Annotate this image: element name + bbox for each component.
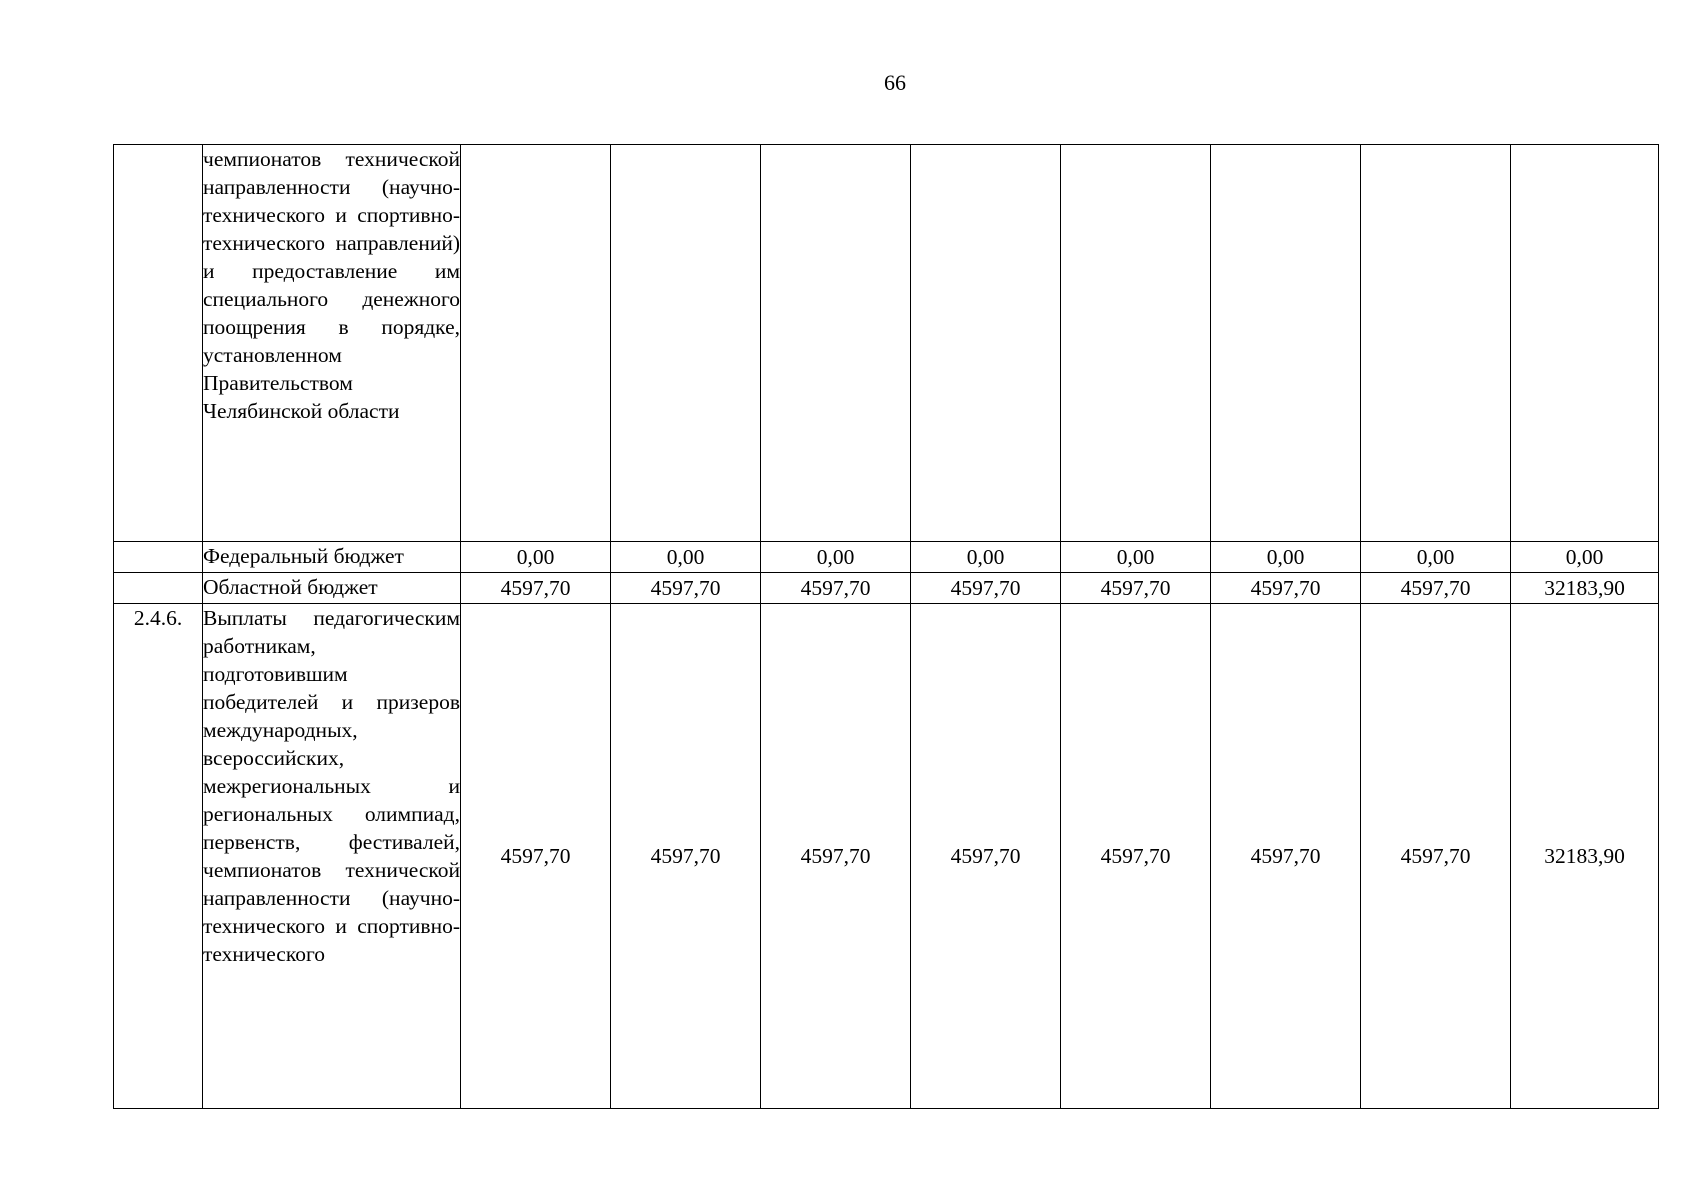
total-cell: 32183,90 xyxy=(1511,604,1659,1109)
table-row xyxy=(114,604,1659,1109)
value-cell: 4597,70 xyxy=(911,573,1061,604)
value-cell: 4597,70 xyxy=(461,604,611,1109)
value-cell: 0,00 xyxy=(761,542,911,573)
total-cell xyxy=(1511,145,1659,542)
row-description-cell: Областной бюджет xyxy=(203,573,461,604)
row-number-cell xyxy=(114,145,203,542)
value-cell: 0,00 xyxy=(611,542,761,573)
value-cell: 4597,70 xyxy=(611,573,761,604)
table-row xyxy=(114,542,1659,573)
value-cell: 4597,70 xyxy=(1211,573,1361,604)
value-cell: 4597,70 xyxy=(461,573,611,604)
value-cell: 0,00 xyxy=(1361,542,1511,573)
value-cell: 4597,70 xyxy=(761,573,911,604)
value-cell xyxy=(761,145,911,542)
value-cell xyxy=(911,145,1061,542)
value-cell: 4597,70 xyxy=(1061,604,1211,1109)
total-cell: 32183,90 xyxy=(1511,573,1659,604)
value-cell: 4597,70 xyxy=(911,604,1061,1109)
value-cell: 4597,70 xyxy=(1211,604,1361,1109)
row-number-cell xyxy=(114,573,203,604)
value-cell xyxy=(1061,145,1211,542)
table-row xyxy=(114,573,1659,604)
row-description-cell: чемпионатов технической направленности (научно-технического и спортивно-технического направлений) и предоставление им специального денежного поощрения в порядке, установленном Правительством Челябинской области xyxy=(203,145,461,542)
value-cell: 4597,70 xyxy=(1361,604,1511,1109)
value-cell xyxy=(461,145,611,542)
value-cell xyxy=(611,145,761,542)
row-description-cell: Федеральный бюджет xyxy=(203,542,461,573)
budget-table xyxy=(113,144,1659,1109)
value-cell: 4597,70 xyxy=(761,604,911,1109)
value-cell: 0,00 xyxy=(1061,542,1211,573)
value-cell: 4597,70 xyxy=(1061,573,1211,604)
value-cell xyxy=(1361,145,1511,542)
row-number-cell: 2.4.6. xyxy=(114,604,203,1109)
row-description-cell: Выплаты педагогическим работникам, подготовившим победителей и призеров международных, всероссийских, межрегиональных и региональных олимпиад, первенств, фестивалей, чемпионатов технической направленности (научно-технического и спортивно-технического xyxy=(203,604,461,1109)
value-cell: 0,00 xyxy=(911,542,1061,573)
value-cell: 4597,70 xyxy=(1361,573,1511,604)
value-cell: 0,00 xyxy=(1211,542,1361,573)
total-cell: 0,00 xyxy=(1511,542,1659,573)
value-cell: 4597,70 xyxy=(611,604,761,1109)
page-number: 66 xyxy=(884,70,906,95)
row-number-cell xyxy=(114,542,203,573)
value-cell xyxy=(1211,145,1361,542)
value-cell: 0,00 xyxy=(461,542,611,573)
table-row xyxy=(114,145,1659,542)
